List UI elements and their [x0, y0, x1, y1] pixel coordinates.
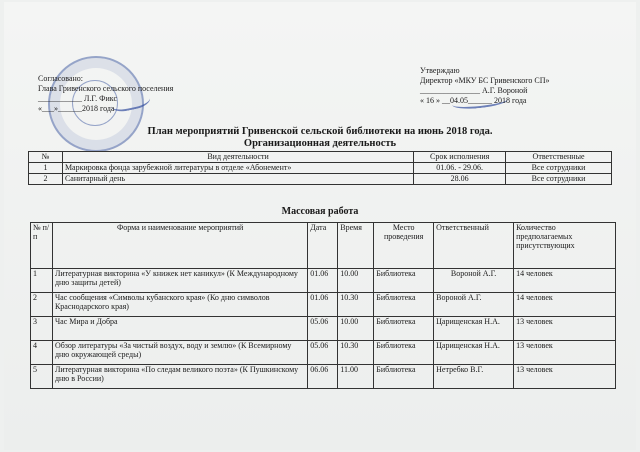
table-row	[31, 317, 616, 341]
approval-left-heading: Согласовано:	[38, 74, 84, 83]
mass-cell-date: 01.06	[308, 293, 338, 317]
table-row	[31, 341, 616, 365]
mass-header-name: Форма и наименование мероприятий	[52, 223, 307, 269]
mass-cell-count: 13 человек	[514, 341, 616, 365]
approval-right-heading: Утверждаю	[420, 66, 460, 75]
mass-cell-num: 2	[31, 293, 53, 317]
org-cell-responsible: Все сотрудники	[506, 174, 612, 185]
mass-header-count: Количество предполагаемых присутствующих	[514, 223, 616, 269]
org-cell-activity: Санитарный день	[62, 174, 413, 185]
mass-cell-date: 01.06	[308, 269, 338, 293]
mass-cell-place: Библиотека	[374, 269, 434, 293]
approval-left-date: «___»______2018 года	[38, 104, 115, 113]
mass-cell-time: 10.30	[338, 341, 374, 365]
mass-cell-count: 13 человек	[514, 317, 616, 341]
org-cell-activity: Маркировка фонда зарубежной литературы в отделе «Абонемент»	[62, 163, 413, 174]
mass-cell-responsible: Вороной А.Г.	[434, 269, 514, 293]
org-table-header	[29, 152, 612, 163]
document-title: План мероприятий Гривенской сельской библиотеки на июнь 2018 года.	[147, 126, 493, 137]
org-table	[28, 151, 612, 185]
mass-header-num: № п/п	[31, 223, 53, 269]
approval-left	[38, 74, 173, 114]
mass-cell-name: Час сообщения «Символы кубанского края» (Ко дню символов Краснодарского края)	[52, 293, 307, 317]
org-header-num: №	[29, 152, 63, 163]
approval-right-position: Директор «МКУ БС Гривенского СП»	[420, 76, 550, 85]
approval-left-signer: ___________ Л.Г. Фикс	[38, 94, 117, 103]
mass-table-header	[31, 223, 616, 269]
mass-cell-name: Час Мира и Добра	[52, 317, 307, 341]
table-row	[29, 174, 612, 185]
mass-cell-date: 06.06	[308, 365, 338, 389]
mass-cell-responsible: Нетребко В.Г.	[434, 365, 514, 389]
mass-cell-responsible: Царищенская Н.А.	[434, 317, 514, 341]
mass-cell-num: 3	[31, 317, 53, 341]
mass-cell-num: 1	[31, 269, 53, 293]
mass-cell-time: 10.30	[338, 293, 374, 317]
mass-header-time: Время	[338, 223, 374, 269]
mass-cell-time: 11.00	[338, 365, 374, 389]
mass-cell-responsible: Царищенская Н.А.	[434, 341, 514, 365]
mass-cell-count: 13 человек	[514, 365, 616, 389]
approval-left-position: Глава Гривенского сельского поселения	[38, 84, 174, 93]
mass-cell-count: 14 человек	[514, 293, 616, 317]
org-header-activity: Вид деятельности	[62, 152, 413, 163]
mass-cell-num: 4	[31, 341, 53, 365]
mass-cell-date: 05.06	[308, 317, 338, 341]
table-row	[31, 293, 616, 317]
mass-section-title: Массовая работа	[281, 206, 359, 217]
org-cell-term: 01.06. - 29.06.	[414, 163, 506, 174]
mass-cell-place: Библиотека	[374, 341, 434, 365]
mass-cell-num: 5	[31, 365, 53, 389]
approval-right-date: « 16 » __04.05______ 2018 года	[420, 96, 527, 105]
mass-cell-place: Библиотека	[374, 365, 434, 389]
approval-right-signer: _______________ А.Г. Вороной	[420, 86, 528, 95]
mass-cell-name: Литературная викторина «У книжек нет каникул» (К Международному дню защиты детей)	[52, 269, 307, 293]
mass-cell-name: Литературная викторина «По следам великого поэта» (К Пушкинскому дню в России)	[52, 365, 307, 389]
mass-header-place: Место проведения	[374, 223, 434, 269]
mass-cell-name: Обзор литературы «За чистый воздух, воду и землю» (К Всемирному дню окружающей среды)	[52, 341, 307, 365]
org-cell-term: 28.06	[414, 174, 506, 185]
table-row	[31, 365, 616, 389]
org-cell-num: 1	[29, 163, 63, 174]
approval-right	[420, 66, 549, 106]
org-section-title: Организационная деятельность	[243, 138, 397, 149]
mass-cell-place: Библиотека	[374, 293, 434, 317]
mass-header-date: Дата	[308, 223, 338, 269]
org-cell-num: 2	[29, 174, 63, 185]
org-header-responsible: Ответственные	[506, 152, 612, 163]
table-row	[29, 163, 612, 174]
mass-cell-responsible: Вороной А.Г.	[434, 293, 514, 317]
mass-cell-date: 05.06	[308, 341, 338, 365]
org-cell-responsible: Все сотрудники	[506, 163, 612, 174]
mass-cell-count: 14 человек	[514, 269, 616, 293]
mass-header-responsible: Ответственный	[434, 223, 514, 269]
org-header-term: Срок исполнения	[414, 152, 506, 163]
mass-cell-place: Библиотека	[374, 317, 434, 341]
mass-cell-time: 10.00	[338, 317, 374, 341]
mass-cell-time: 10.00	[338, 269, 374, 293]
mass-table	[30, 222, 616, 389]
table-row	[31, 269, 616, 293]
